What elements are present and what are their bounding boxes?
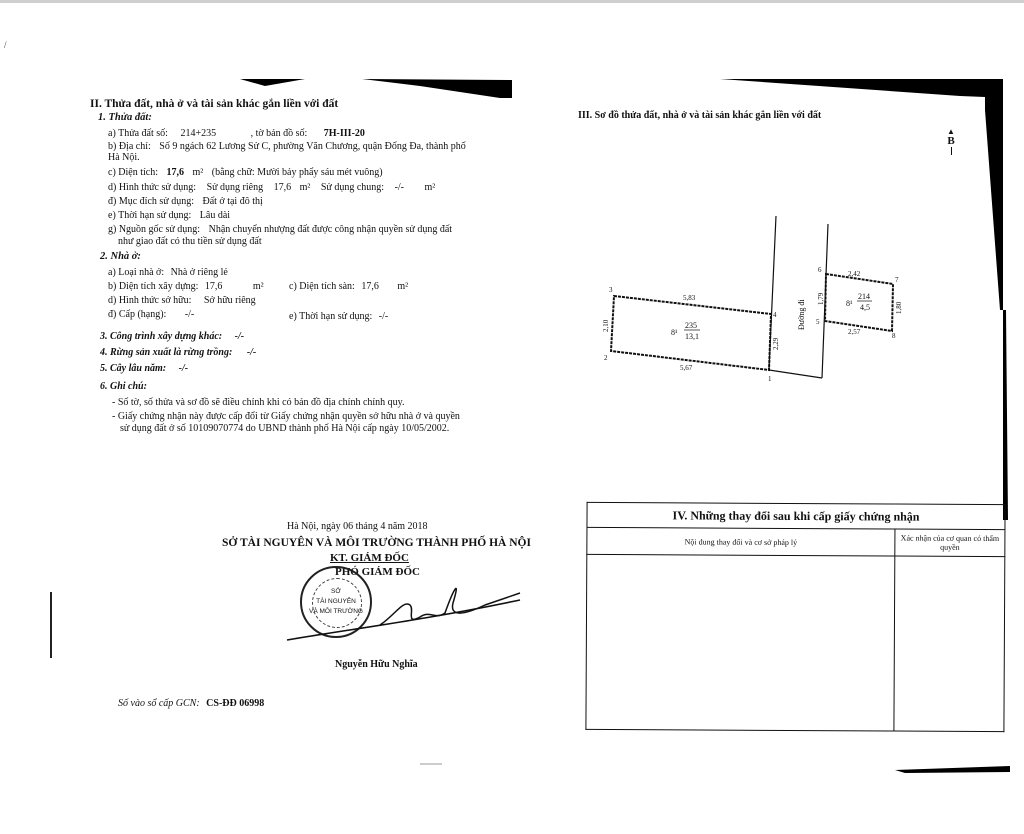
registry-label: Số vào sổ cấp GCN: [118, 698, 200, 709]
origin-continuation: như giao đất có thu tiền sử dụng đất [118, 236, 262, 247]
forest-value: -/- [246, 347, 257, 358]
svg-text:Đường đi: Đường đi [797, 299, 806, 330]
notes-heading: 6. Ghi chú: [100, 381, 147, 392]
svg-text:8: 8 [892, 332, 896, 340]
col-authority-confirmation: Xác nhận của cơ quan có thẩm quyền [895, 529, 1005, 557]
deputy-director-title: PHÓ GIÁM ĐỐC [335, 566, 420, 578]
forest-label: 4. Rừng sản xuất là rừng trồng: [100, 347, 233, 358]
house-term-label: e) Thời hạn sử dụng: [289, 311, 373, 322]
map-sheet-label: , tờ bản đồ số: [250, 128, 308, 139]
house-type-value: Nhà ở riêng lẻ [170, 267, 228, 278]
purpose-value: Đất ở tại đô thị [202, 196, 263, 207]
house-type-line [108, 267, 228, 278]
area-unit: m² [192, 167, 204, 178]
usage-form-line [108, 182, 435, 193]
construction-area-unit: m² [252, 281, 264, 292]
north-arrow-icon: ▲ [947, 127, 955, 136]
parcel-number-value: 214+235 [180, 128, 217, 139]
origin-label: g) Nguồn gốc sử dụng: [108, 224, 201, 235]
note-2: - Giấy chứng nhận này được cấp đổi từ Giấy chứng nhận quyền sở hữu nhà ở và quyền [112, 411, 460, 422]
svg-text:214: 214 [858, 292, 870, 301]
svg-text:2: 2 [604, 354, 608, 362]
registry-line [118, 698, 264, 709]
signer-name: Nguyễn Hữu Nghĩa [335, 659, 418, 670]
other-works-line [100, 331, 244, 342]
floor-area-unit: m² [397, 281, 409, 292]
area-words: (bằng chữ: Mười bảy phẩy sáu mét vuông) [211, 167, 383, 178]
private-use-value: 17,6 [273, 182, 292, 193]
grade-value: -/- [184, 309, 195, 320]
seal-text-bottom: VÀ MÔI TRƯỜNG [309, 608, 363, 615]
changes-table [585, 502, 1005, 732]
grade-label: đ) Cấp (hạng): [108, 309, 167, 320]
origin-value: Nhận chuyển nhượng đất được công nhận quyền sử dụng đất [208, 224, 453, 235]
change-content-cell [586, 554, 895, 731]
purpose-line [108, 196, 263, 207]
land-parcel-line [108, 128, 365, 139]
svg-text:4,5: 4,5 [860, 303, 870, 312]
ownership-label: d) Hình thức sở hữu: [108, 295, 192, 306]
north-arrow [945, 128, 957, 155]
area-line [108, 167, 383, 178]
svg-text:2,42: 2,42 [848, 270, 861, 278]
floor-area-label: c) Diện tích sàn: [289, 281, 355, 292]
term-line [108, 210, 230, 221]
svg-text:2,29: 2,29 [772, 337, 780, 350]
usage-form-label: d) Hình thức sử dụng: [108, 182, 197, 193]
private-use-unit: m² [299, 182, 311, 193]
area-value: 17,6 [166, 167, 184, 178]
parcel-diagram [590, 210, 920, 390]
house-type-label: a) Loại nhà ở: [108, 267, 165, 278]
shared-use-unit: m² [424, 182, 436, 193]
svg-text:/: / [4, 40, 7, 50]
svg-text:13,1: 13,1 [685, 332, 699, 341]
construction-area-line [108, 281, 264, 292]
term-value: Lâu dài [199, 210, 231, 221]
seal-text-top: SỞ [331, 588, 341, 595]
signing-date: Hà Nội, ngày 06 tháng 4 năm 2018 [287, 521, 428, 532]
acting-director-title: KT. GIÁM ĐỐC [330, 552, 409, 564]
house-term-value: -/- [378, 311, 389, 322]
section-iii-title: III. Sơ đồ thửa đất, nhà ở và tài sản khác gắn liền với đất [578, 110, 822, 121]
svg-text:5,67: 5,67 [680, 364, 693, 372]
svg-text:1: 1 [768, 375, 772, 383]
address-value: Số 9 ngách 62 Lương Sử C, phường Văn Chương, quận Đống Đa, thành phố [159, 141, 466, 152]
term-label: e) Thời hạn sử dụng: [108, 210, 192, 221]
private-use-label: Sử dụng riêng [206, 182, 264, 193]
svg-text:235: 235 [685, 321, 697, 330]
issuing-agency: SỞ TÀI NGUYÊN VÀ MÔI TRƯỜNG THÀNH PHỐ HÀ NỘI [222, 537, 531, 549]
col-change-content: Nội dung thay đổi và cơ sở pháp lý [587, 527, 895, 556]
svg-text:8¹: 8¹ [846, 299, 853, 308]
svg-text:5: 5 [816, 318, 820, 326]
other-works-label: 3. Công trình xây dựng khác: [100, 331, 223, 342]
section-ii-title: II. Thửa đất, nhà ở và tài sản khác gắn liền với đất [90, 98, 339, 110]
house-heading: 2. Nhà ở: [100, 251, 141, 262]
parcel-number-label: a) Thửa đất số: [108, 128, 168, 139]
map-sheet-value: 7H-III-20 [323, 128, 365, 139]
other-works-value: -/- [234, 331, 245, 342]
shared-use-value: -/- [394, 182, 405, 193]
address-continuation: Hà Nội. [108, 152, 140, 163]
floor-area-line [289, 281, 408, 292]
forest-line [100, 347, 256, 358]
grade-line [108, 309, 194, 320]
area-label: c) Diện tích: [108, 167, 158, 178]
svg-text:6: 6 [818, 266, 822, 274]
perennial-value: -/- [178, 363, 189, 374]
svg-text:2,57: 2,57 [848, 328, 861, 336]
note-3: sử dụng đất ở số 10109070774 do UBND thành phố Hà Nội cấp ngày 10/05/2002. [120, 423, 450, 434]
construction-area-value: 17,6 [204, 281, 223, 292]
handwritten-signature [285, 575, 525, 645]
seal-text-mid: TÀI NGUYÊN [316, 598, 356, 605]
north-label: B [947, 135, 955, 147]
registry-value: CS-ĐĐ 06998 [206, 698, 265, 709]
authority-confirmation-cell [894, 556, 1005, 732]
svg-text:1,79: 1,79 [817, 292, 825, 305]
svg-text:2,10: 2,10 [602, 319, 610, 332]
floor-area-value: 17,6 [361, 281, 379, 292]
perennial-line [100, 363, 188, 374]
land-heading: 1. Thửa đất: [98, 112, 152, 123]
address-label: b) Địa chỉ: [108, 141, 151, 152]
ownership-line [108, 295, 256, 306]
svg-text:1,80: 1,80 [895, 301, 903, 314]
section-iv-title: IV. Những thay đổi sau khi cấp giấy chứng nhận [587, 502, 1005, 529]
svg-text:3: 3 [609, 286, 613, 294]
house-term-line [289, 311, 388, 322]
svg-text:8¹: 8¹ [671, 328, 678, 337]
purpose-label: đ) Mục đích sử dụng: [108, 196, 194, 207]
svg-text:4: 4 [773, 311, 777, 319]
construction-area-label: b) Diện tích xây dựng: [108, 281, 199, 292]
svg-text:7: 7 [895, 276, 899, 284]
perennial-label: 5. Cây lâu năm: [100, 363, 167, 374]
ownership-value: Sở hữu riêng [203, 295, 256, 306]
address-line [108, 141, 466, 152]
origin-line [108, 224, 452, 235]
shared-use-label: Sử dụng chung: [320, 182, 385, 193]
note-1: - Số tờ, số thửa và sơ đồ sẽ điều chỉnh khi có bản đồ địa chính chính quy. [112, 397, 405, 408]
svg-text:5,83: 5,83 [683, 294, 696, 302]
